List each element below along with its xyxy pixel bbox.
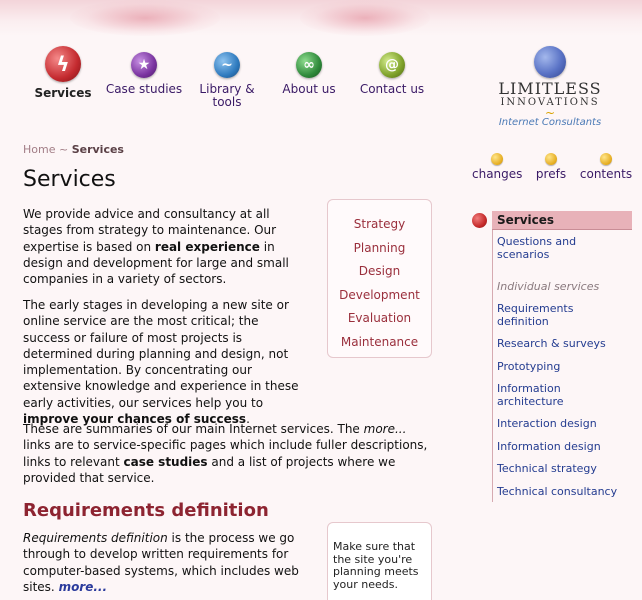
nav-about-us[interactable] — [278, 52, 340, 96]
star-icon: ★ — [131, 52, 157, 78]
stage-link-maintenance[interactable]: Maintenance — [340, 334, 419, 349]
logo-tilde: ~ — [544, 106, 556, 120]
case-studies-link[interactable]: case studies — [123, 454, 208, 469]
nav-library-tools[interactable] — [196, 52, 258, 109]
logo-line-1: LIMITLESS — [498, 79, 602, 98]
tool-prefs[interactable] — [533, 153, 569, 181]
changes-icon — [491, 153, 503, 165]
logo-tagline: Internet Consultants — [498, 117, 602, 128]
sidebar-link-information-design[interactable]: Information design — [497, 440, 601, 453]
tool-label: changes — [472, 167, 523, 181]
nav-label: Services — [34, 86, 92, 100]
stage-link-strategy[interactable]: Strategy — [353, 217, 406, 231]
stage-link-planning[interactable]: Planning — [353, 240, 406, 255]
sidebar-link-prototyping[interactable]: Prototyping — [497, 360, 561, 373]
sidebar-heading: Services — [492, 211, 632, 230]
breadcrumb-home[interactable]: Home — [23, 143, 56, 156]
banner-splash — [70, 0, 220, 36]
nav-label: Contact us — [359, 82, 425, 96]
note-box: Make sure that the site you're planning meets your needs. — [327, 522, 432, 600]
globe-logo-icon — [534, 46, 566, 78]
section-paragraph: Requirements definition is the process we go through to develop written requirements for computer-based systems, which includes web sites. more... — [23, 531, 299, 594]
wave-icon: ~ — [214, 52, 240, 78]
sidebar-link-requirements[interactable]: Requirements definition — [497, 302, 574, 328]
header-banner — [0, 0, 642, 36]
at-icon: @ — [379, 52, 405, 78]
tool-label: contents — [579, 167, 633, 181]
service-stages-box — [327, 199, 432, 358]
stage-link-development[interactable]: Development — [339, 287, 420, 302]
prefs-icon — [545, 153, 557, 165]
more-link[interactable]: more... — [58, 579, 108, 594]
nav-label: Library & tools — [199, 82, 255, 109]
intro-paragraph-1: We provide advice and consultancy at all stages from strategy to maintenance. Our expertise is based on real experience in design and development for large and small companies in a variety of sectors. — [23, 207, 289, 287]
intro-paragraph-2: The early stages in developing a new site or online service are the most critical; the success or failure of most projects is determined during planning and design, not implementation. By concentrating our extensive knowledge and experience in these early activities, our services help you to improve your chances of success. — [23, 298, 299, 427]
sidebar-link-interaction-design[interactable]: Interaction design — [497, 417, 597, 430]
sidebar-link-research[interactable]: Research & surveys — [497, 337, 606, 350]
intro-paragraph-3: These are summaries of our main Internet services. The more... links are to service-specific pages which include fuller descriptions, links to relevant case studies and a list of projects where we provided that service. — [23, 422, 428, 485]
tool-label: prefs — [535, 167, 567, 181]
lightning-icon: ϟ — [45, 46, 81, 82]
banner-splash — [300, 0, 430, 36]
sidebar-link-information-architecture[interactable]: Information architecture — [497, 382, 564, 408]
stage-link-evaluation[interactable]: Evaluation — [347, 311, 412, 325]
sidebar-subheading: Individual services — [497, 280, 600, 293]
contents-icon — [600, 153, 612, 165]
logo-line-2: INNOVATIONS — [500, 97, 600, 108]
sidebar-link-technical-consultancy[interactable]: Technical consultancy — [497, 485, 618, 498]
page-title: Services — [23, 167, 116, 192]
sidebar-rule — [492, 230, 493, 502]
sidebar-link-technical-strategy[interactable]: Technical strategy — [497, 462, 597, 475]
nav-case-studies[interactable] — [104, 52, 184, 96]
infinity-icon: ∞ — [296, 52, 322, 78]
nav-label: About us — [282, 82, 336, 96]
tool-changes[interactable] — [472, 153, 522, 181]
section-heading: Requirements definition — [23, 500, 269, 521]
tool-contents[interactable] — [579, 153, 633, 181]
stage-link-design[interactable]: Design — [358, 264, 401, 278]
breadcrumb-current: Services — [71, 143, 124, 156]
breadcrumb — [23, 143, 124, 156]
services-ball-icon — [472, 213, 487, 228]
sidebar-link-questions[interactable]: Questions and scenarios — [497, 235, 577, 261]
breadcrumb-separator: ~ — [55, 143, 72, 156]
nav-contact-us[interactable] — [357, 52, 427, 96]
company-logo[interactable] — [490, 46, 610, 129]
nav-label: Case studies — [105, 82, 183, 96]
nav-services[interactable] — [30, 46, 96, 100]
